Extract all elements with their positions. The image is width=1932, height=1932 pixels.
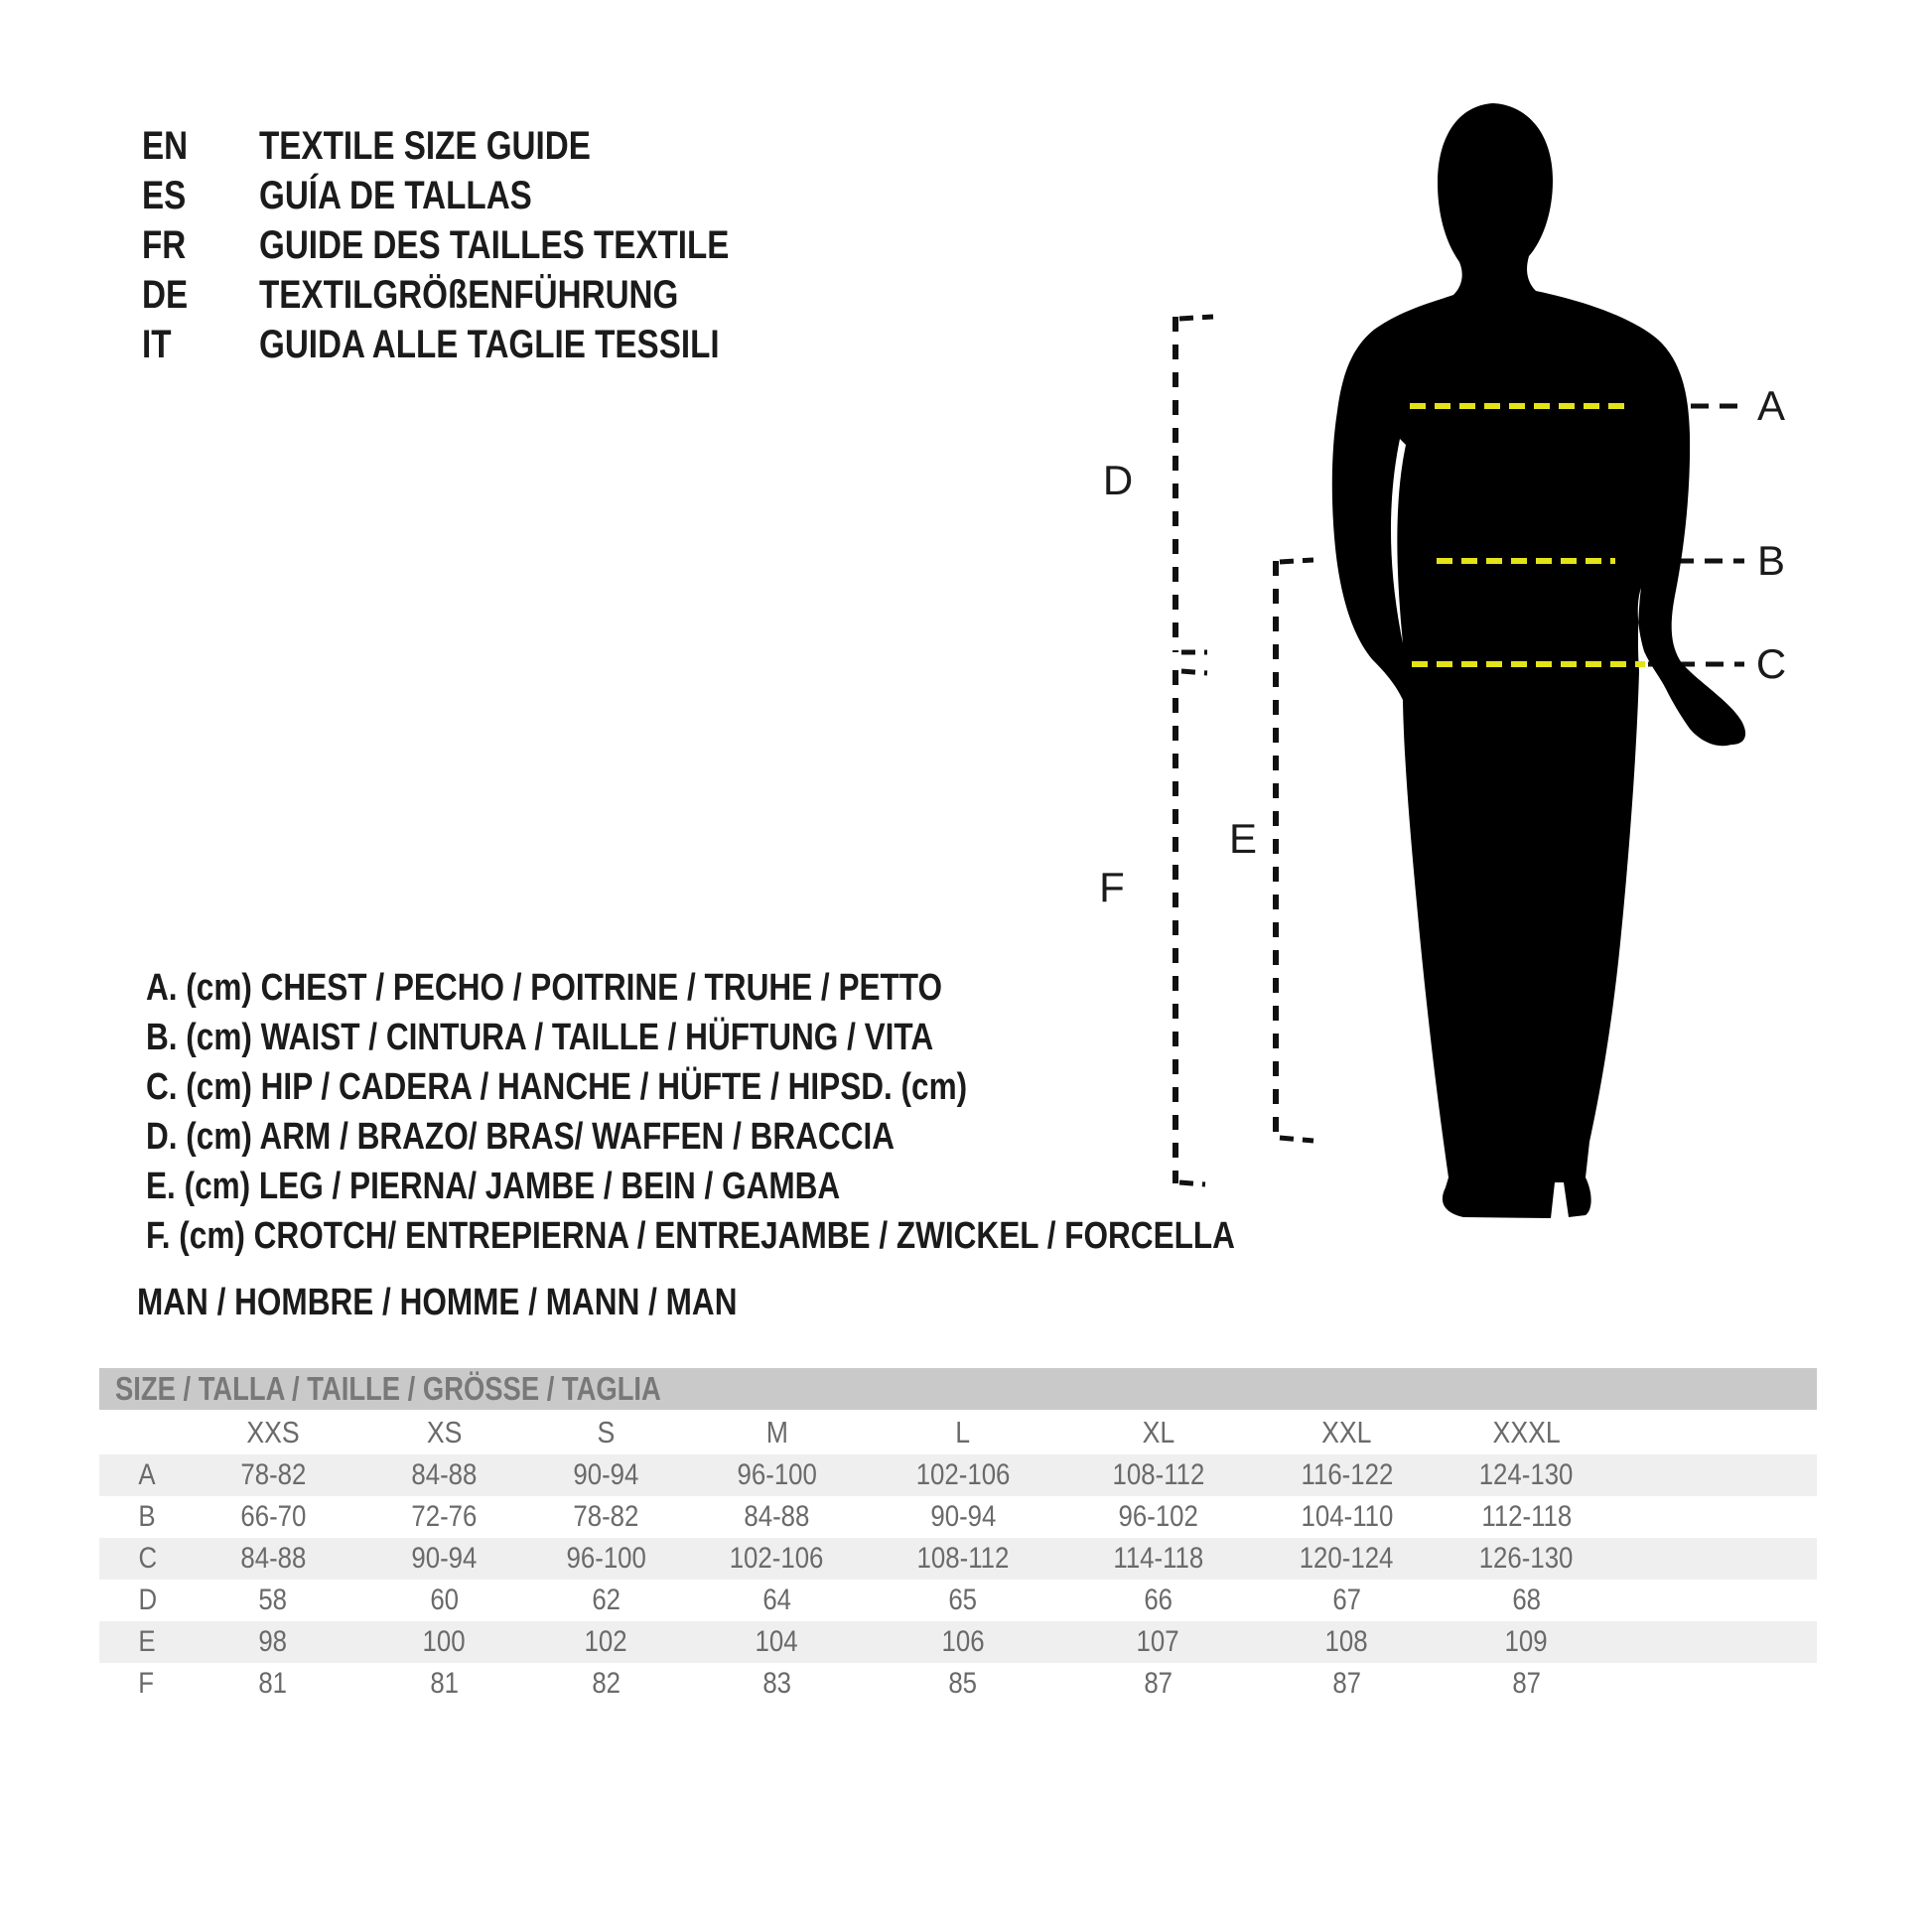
row-label: B (138, 1500, 156, 1533)
gender-line (137, 1279, 860, 1326)
cell-f-filler (1616, 1663, 1817, 1705)
waist-label: B (1756, 537, 1786, 584)
cell-a-xxs: 78-82 (183, 1454, 363, 1496)
lang-code-de: DE (142, 273, 189, 317)
cell-c-l: 108-112 (867, 1538, 1059, 1580)
size-col-xxxl: XXXL (1492, 1415, 1561, 1449)
size-header-filler (1616, 1410, 1817, 1454)
cell-d-m: 64 (762, 1584, 791, 1616)
size-col-s: S (597, 1415, 616, 1449)
cell-f-xxl: 87 (1332, 1667, 1361, 1700)
lang-title-es: GUÍA DE TALLAS (259, 174, 532, 217)
lang-code-fr: FR (142, 223, 187, 267)
size-table-header-text: SIZE / TALLA / TAILLE / GRÖSSE / TAGLIA (115, 1370, 661, 1407)
cell-b-l: 90-94 (929, 1500, 996, 1533)
cell-c-xs: 90-94 (363, 1538, 525, 1580)
cell-c-s: 96-100 (525, 1538, 687, 1580)
crotch-label: F (1099, 864, 1125, 910)
cell-f-xxxl: 87 (1512, 1667, 1541, 1700)
cell-d-s: 62 (592, 1584, 621, 1616)
legend-item-leg: E. (cm) LEG / PIERNA/ JAMBE / BEIN / GAMBA (146, 1166, 841, 1207)
cell-a-l: 102-106 (867, 1454, 1059, 1496)
cell-c-xxs: 84-88 (183, 1538, 363, 1580)
gender-line-text: MAN / HOMBRE / HOMME / MANN / MAN (137, 1282, 738, 1323)
cell-a-xl: 108-112 (1059, 1454, 1257, 1496)
size-col-xs: XS (426, 1415, 463, 1449)
cell-f-s: 82 (592, 1667, 621, 1700)
lang-title-fr: GUIDE DES TAILLES TEXTILE (259, 223, 730, 267)
cell-f-xxs: 81 (258, 1667, 288, 1700)
size-col-m: M (765, 1415, 788, 1449)
legend-item-waist: B. (cm) WAIST / CINTURA / TAILLE / HÜFTUNG / VITA (146, 1017, 934, 1058)
cell-b-xxs: 66-70 (239, 1500, 306, 1533)
cell-f-m: 83 (762, 1667, 791, 1700)
size-col-xl: XL (1142, 1415, 1174, 1449)
lang-code-it: IT (142, 323, 172, 366)
cell-a-xxxl: 124-130 (1437, 1454, 1616, 1496)
cell-b-s: 78-82 (573, 1500, 639, 1533)
row-label: C (99, 1538, 183, 1580)
chest-label: A (1756, 382, 1786, 429)
row-label: A (99, 1454, 183, 1496)
cell-e-xl: 107 (1059, 1621, 1257, 1663)
cell-c-xl: 114-118 (1059, 1538, 1257, 1580)
size-table (99, 1368, 1817, 1705)
size-col-l: L (955, 1415, 971, 1449)
size-header-empty (99, 1410, 183, 1454)
row-label: F (138, 1667, 155, 1700)
cell-d-xxl: 67 (1332, 1584, 1361, 1616)
cell-e-xs: 100 (363, 1621, 525, 1663)
row-label: D (138, 1584, 158, 1616)
row-label: E (99, 1621, 183, 1663)
cell-b-m: 84-88 (744, 1500, 810, 1533)
cell-a-s: 90-94 (525, 1454, 687, 1496)
cell-c-filler (1616, 1538, 1817, 1580)
cell-e-xxxl: 109 (1437, 1621, 1616, 1663)
cell-f-xs: 81 (430, 1667, 459, 1700)
cell-f-l: 85 (948, 1667, 978, 1700)
cell-d-filler (1616, 1580, 1817, 1621)
arm-label: D (1102, 457, 1134, 503)
cell-e-m: 104 (687, 1621, 867, 1663)
cell-e-l: 106 (867, 1621, 1059, 1663)
hip-label: C (1755, 640, 1787, 687)
cell-a-xxl: 116-122 (1257, 1454, 1437, 1496)
cell-d-l: 65 (948, 1584, 978, 1616)
cell-d-xxxl: 68 (1512, 1584, 1541, 1616)
cell-a-xs: 84-88 (363, 1454, 525, 1496)
lang-title-en: TEXTILE SIZE GUIDE (259, 124, 591, 168)
size-table-header-band (99, 1368, 1817, 1410)
crotch-guide-top-tick (1181, 671, 1207, 673)
lang-code-es: ES (142, 174, 187, 217)
legend-item-arm: D. (cm) ARM / BRAZO/ BRAS/ WAFFEN / BRACCIA (146, 1116, 896, 1158)
lang-code-en: EN (142, 124, 189, 168)
cell-d-xs: 60 (430, 1584, 459, 1616)
legend-item-crotch: F. (cm) CROTCH/ ENTREPIERNA / ENTREJAMBE / ZWICKEL / FORCELLA (146, 1215, 1235, 1257)
leg-label: E (1228, 815, 1258, 862)
cell-c-xxxl: 126-130 (1437, 1538, 1616, 1580)
lang-title-it: GUIDA ALLE TAGLIE TESSILI (259, 323, 720, 366)
cell-e-filler (1616, 1621, 1817, 1663)
legend-item-hip: C. (cm) HIP / CADERA / HANCHE / HÜFTE / HIPSD. (cm) (146, 1066, 968, 1108)
cell-b-xxxl: 112-118 (1481, 1500, 1572, 1533)
cell-b-xl: 96-102 (1118, 1500, 1198, 1533)
cell-b-xxl: 104-110 (1301, 1500, 1393, 1533)
cell-d-xxs: 58 (258, 1584, 288, 1616)
measurement-legend (146, 963, 1458, 1261)
cell-e-xxl: 108 (1257, 1621, 1437, 1663)
cell-b-xs: 72-76 (411, 1500, 478, 1533)
cell-d-xl: 66 (1144, 1584, 1173, 1616)
cell-e-xxs: 98 (183, 1621, 363, 1663)
cell-a-m: 96-100 (687, 1454, 867, 1496)
cell-f-xl: 87 (1144, 1667, 1173, 1700)
size-col-xxl: XXL (1321, 1415, 1372, 1449)
size-col-xxs: XXS (246, 1415, 300, 1449)
cell-c-m: 102-106 (687, 1538, 867, 1580)
leg-guide-top-tick (1280, 560, 1313, 562)
lang-title-de: TEXTILGRÖßENFÜHRUNG (259, 273, 679, 317)
cell-e-s: 102 (525, 1621, 687, 1663)
cell-b-filler (1616, 1496, 1817, 1538)
cell-c-xxl: 120-124 (1257, 1538, 1437, 1580)
arm-guide-top-tick (1179, 317, 1213, 319)
size-table-grid (99, 1410, 1817, 1705)
legend-item-chest: A. (cm) CHEST / PECHO / POITRINE / TRUHE / PETTO (146, 967, 943, 1009)
cell-a-filler (1616, 1454, 1817, 1496)
